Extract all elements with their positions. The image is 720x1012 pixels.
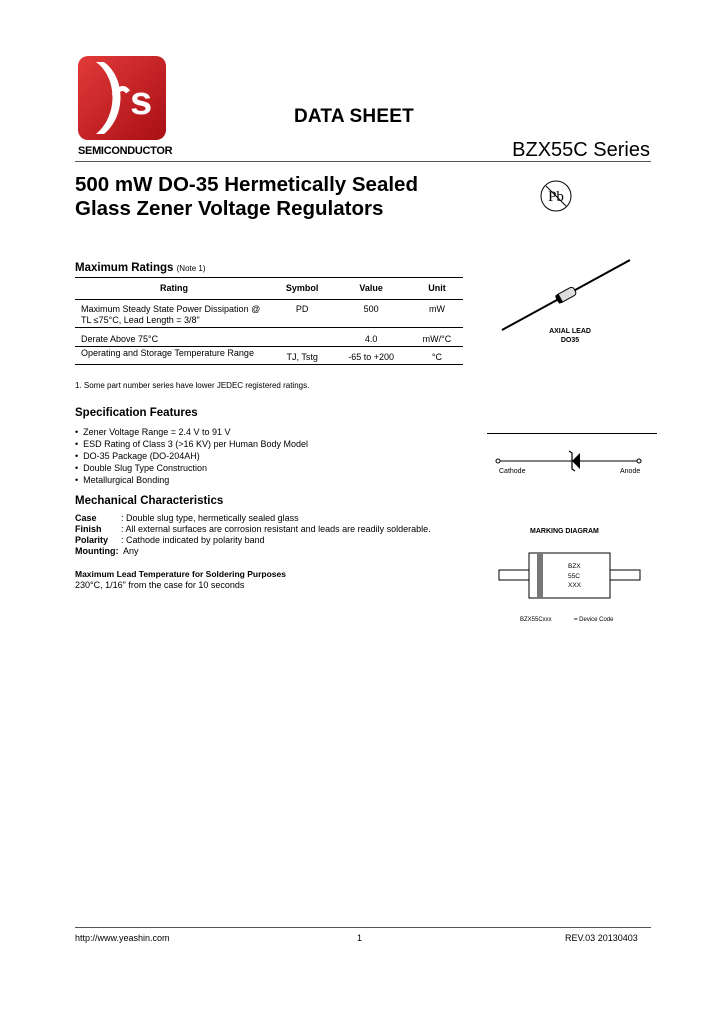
cathode-label: Cathode — [499, 468, 526, 475]
revision: REV.03 20130403 — [565, 933, 638, 943]
footer-url[interactable]: http://www.yeashin.com — [75, 933, 170, 943]
package-line1: AXIAL LEAD — [549, 328, 591, 335]
mech-heading: Mechanical Characteristics — [75, 495, 224, 507]
table-row — [75, 300, 463, 328]
package-label — [530, 327, 610, 345]
lead-free-icon — [538, 178, 574, 214]
max-ratings-heading — [75, 262, 206, 274]
series-name: BZX55C Series — [512, 139, 650, 161]
value-cell: -65 to +200 — [331, 347, 411, 365]
col-symbol: Symbol — [273, 278, 331, 300]
rating-cell: Derate Above 75°C — [75, 328, 273, 347]
value-cell: 500 — [363, 304, 379, 314]
solder-text: 230°C, 1/16" from the case for 10 seconds — [75, 580, 245, 590]
company-logo — [78, 56, 166, 140]
unit-cell: mW — [428, 304, 445, 314]
marking-legend-code: BZX55Cxxx — [520, 617, 552, 623]
spec-list — [75, 426, 308, 486]
marking-heading: MARKING DIAGRAM — [530, 528, 599, 535]
document-title: DATA SHEET — [294, 106, 414, 127]
list-item — [75, 546, 431, 557]
symbol-cell — [273, 328, 331, 347]
symbol-cell: TJ, Tstg — [273, 347, 331, 365]
mech-label: Polarity — [75, 535, 109, 545]
list-item: • Zener Voltage Range = 2.4 V to 91 V — [75, 426, 308, 438]
mech-text: Any — [121, 546, 139, 556]
list-item — [75, 524, 431, 535]
mech-text: : All external surfaces are corrosion resistant and leads are readily solderable. — [121, 524, 431, 534]
ratings-footnote: 1. Some part number series have lower JEDEC registered ratings. — [75, 381, 310, 390]
list-item — [75, 535, 431, 546]
list-item: • ESD Rating of Class 3 (>16 KV) per Human Body Model — [75, 438, 308, 450]
table-row — [75, 328, 463, 347]
header-divider — [75, 161, 651, 162]
ratings-table — [75, 277, 463, 365]
rating-cell: Operating and Storage Temperature Range — [75, 347, 273, 365]
anode-label: Anode — [620, 468, 641, 475]
mech-text: : Double slug type, hermetically sealed glass — [121, 513, 299, 523]
symbol-divider — [487, 433, 657, 434]
spec-heading: Specification Features — [75, 407, 198, 419]
table-row — [75, 347, 463, 365]
unit-cell: °C — [411, 347, 463, 365]
list-item — [75, 513, 431, 524]
mech-text: : Cathode indicated by polarity band — [121, 535, 265, 545]
max-ratings-title: Maximum Ratings — [75, 262, 174, 274]
marking-line2: 55C — [568, 573, 580, 580]
unit-cell: mW/°C — [411, 328, 463, 347]
col-unit: Unit — [411, 278, 463, 300]
marking-line3: XXX — [568, 582, 582, 589]
svg-text:s: s — [130, 79, 153, 123]
solder-heading: Maximum Lead Temperature for Soldering Purposes — [75, 569, 286, 579]
package-line2: DO35 — [560, 337, 580, 344]
mech-label: Case — [75, 513, 97, 523]
marking-line1: BZX — [568, 563, 581, 570]
list-item: • DO-35 Package (DO-204AH) — [75, 450, 308, 462]
rating-cell: Maximum Steady State Power Dissipation @ TL ≤75°C, Lead Length = 3/8" — [81, 304, 261, 325]
mech-label: Mounting: — [75, 546, 119, 556]
list-item: • Metallurgical Bonding — [75, 474, 308, 486]
mech-list — [75, 513, 431, 557]
col-rating: Rating — [75, 278, 273, 300]
product-headline: 500 mW DO-35 Hermetically Sealed Glass Zener Voltage Regulators — [75, 173, 418, 220]
marking-legend-desc: = Device Code — [574, 617, 614, 623]
footer-divider — [75, 927, 651, 928]
zener-symbol — [490, 448, 655, 484]
list-item: • Double Slug Type Construction — [75, 462, 308, 474]
company-name: SEMICONDUCTOR — [78, 145, 173, 157]
max-ratings-note: (Note 1) — [176, 264, 206, 273]
pb-text: Pb — [548, 189, 564, 205]
value-cell: 4.0 — [331, 328, 411, 347]
mech-label: Finish — [75, 524, 102, 534]
symbol-cell: PD — [295, 304, 309, 314]
page-number: 1 — [357, 933, 363, 943]
col-value: Value — [331, 278, 411, 300]
